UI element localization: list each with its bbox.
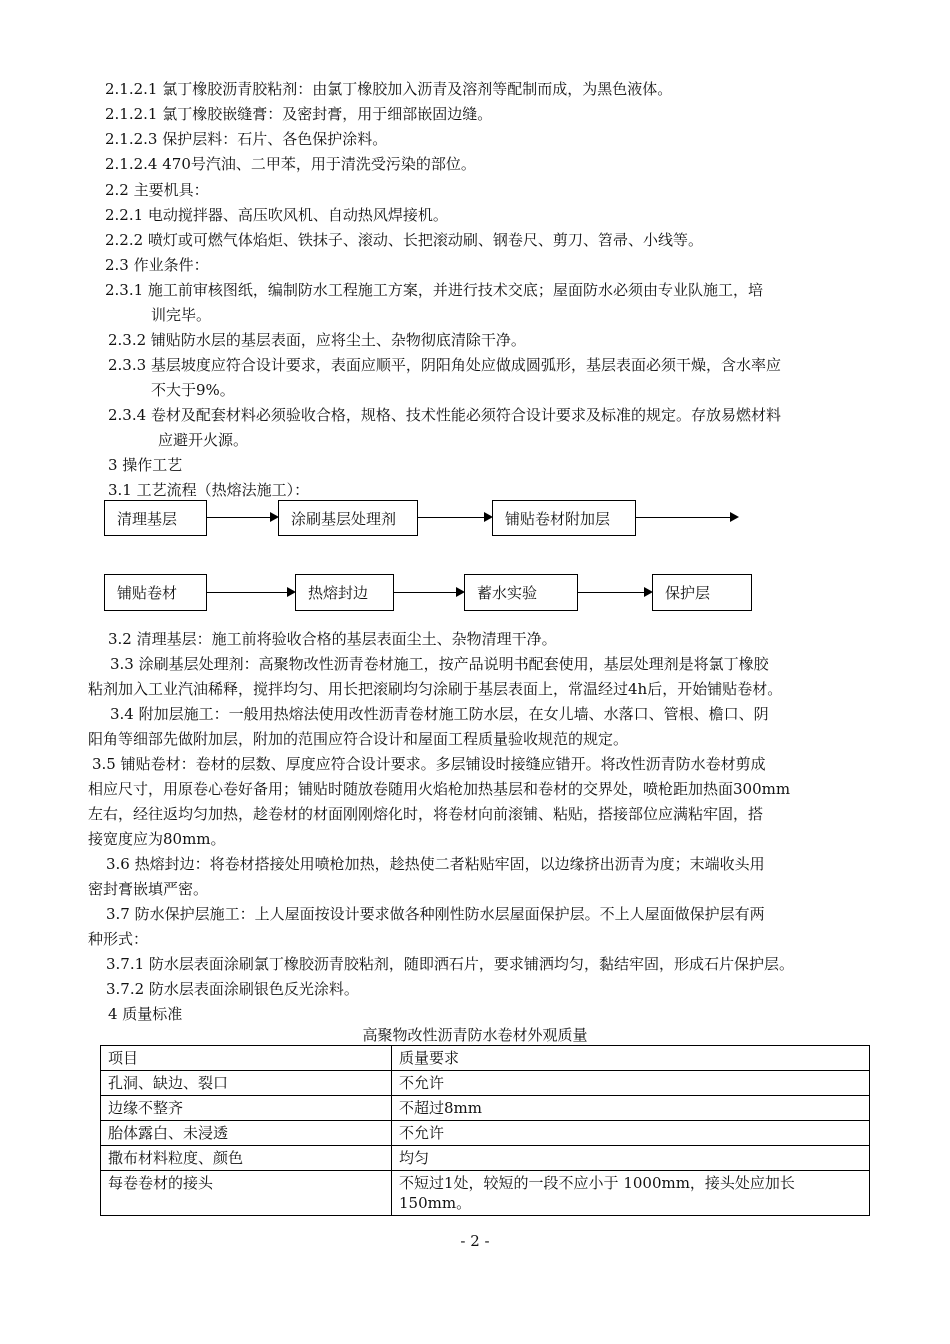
text-line: 2.3.3 基层坡度应符合设计要求，表面应顺平，阴阳角处应做成圆弧形，基层表面必须干燥，含水率应 <box>108 356 781 374</box>
text-line: 应避开火源。 <box>158 431 249 449</box>
flow-arrow <box>207 517 277 518</box>
flow-arrow <box>636 517 737 518</box>
text-line: 3.2 清理基层：施工前将验收合格的基层表面尘土、杂物清理干净。 <box>108 630 557 648</box>
table-cell-line: 不短过1处，较短的一段不应小于 1000mm，接头处应加长 <box>399 1174 795 1192</box>
table-cell-line: 150mm。 <box>399 1194 472 1212</box>
text-line: 3.5 铺贴卷材：卷材的层数、厚度应符合设计要求。多层铺设时接缝应错开。将改性沥青防水卷材剪成 <box>92 755 766 773</box>
page-number: - 2 - <box>460 1232 490 1250</box>
flow-step-primer: 涂刷基层处理剂 <box>278 500 418 536</box>
table-title: 高聚物改性沥青防水卷材外观质量 <box>362 1026 588 1044</box>
text-line: 相应尺寸，用原卷心卷好备用；铺贴时随放卷随用火焰枪加热基层和卷材的交界处，喷枪距加热面300mm <box>88 780 791 798</box>
text-line: 2.1.2.1 氯丁橡胶嵌缝膏：及密封膏，用于细部嵌固边缝。 <box>105 105 493 123</box>
table-cell: 胎体露白、未浸透 <box>101 1121 392 1146</box>
flow-step-lay-membrane: 铺贴卷材 <box>104 574 207 611</box>
table-cell: 撒布材料粒度、颜色 <box>101 1146 392 1171</box>
table-cell: 每卷卷材的接头 <box>101 1171 392 1216</box>
text-line: 2.2.2 喷灯或可燃气体焰炬、铁抹子、滚动、长把滚动刷、钢卷尺、剪刀、笤帚、小线等。 <box>105 231 703 249</box>
table-cell: 孔洞、缺边、裂口 <box>101 1071 392 1096</box>
section-heading: 2.3 作业条件： <box>105 256 209 274</box>
flow-step-clean-base: 清理基层 <box>104 500 207 536</box>
table-cell: 不超过8mm <box>392 1096 870 1121</box>
table-cell: 不允许 <box>392 1121 870 1146</box>
text-line: 左右，经往返均匀加热，趁卷材的材面刚刚熔化时，将卷材向前滚铺、粘贴，搭接部位应满粘牢固，搭 <box>88 805 764 823</box>
table-row <box>101 1121 870 1146</box>
text-line: 训完毕。 <box>151 306 212 324</box>
text-line: 3.6 热熔封边：将卷材搭接处用喷枪加热，趁热使二者粘贴牢固，以边缘挤出沥青为度；末端收头用 <box>106 855 765 873</box>
section-heading: 4 质量标准 <box>108 1005 183 1023</box>
text-line: 种形式： <box>88 930 149 948</box>
text-line: 2.3.2 铺贴防水层的基层表面，应将尘土、杂物彻底清除干净。 <box>108 331 526 349</box>
table-row <box>101 1146 870 1171</box>
text-line: 2.1.2.3 保护层料：石片、各色保护涂料。 <box>105 130 388 148</box>
flow-arrow <box>394 592 463 593</box>
text-line: 3.1 工艺流程（热熔法施工）： <box>108 481 310 499</box>
flow-step-water-test: 蓄水实验 <box>464 574 578 611</box>
text-line: 3.4 附加层施工：一般用热熔法使用改性沥青卷材施工防水层，在女儿墙、水落口、管根、檐口、阴 <box>110 705 769 723</box>
table-cell: 均匀 <box>392 1146 870 1171</box>
table-header-row <box>101 1046 870 1071</box>
flow-arrow <box>578 592 651 593</box>
table-cell: 边缘不整齐 <box>101 1096 392 1121</box>
text-line: 接宽度应为80mm。 <box>88 830 226 848</box>
table-header-cell: 质量要求 <box>392 1046 870 1071</box>
text-line: 2.1.2.4 470号汽油、二甲苯，用于清洗受污染的部位。 <box>105 155 476 173</box>
text-line: 2.3.4 卷材及配套材料必须验收合格，规格、技术性能必须符合设计要求及标准的规定。存放易燃材料 <box>108 406 781 424</box>
text-line: 2.3.1 施工前审核图纸，编制防水工程施工方案，并进行技术交底；屋面防水必须由专业队施工，培 <box>105 281 763 299</box>
table-row <box>101 1171 870 1216</box>
text-line: 3.7.2 防水层表面涂刷银色反光涂料。 <box>106 980 359 998</box>
quality-table <box>100 1045 870 1216</box>
section-heading: 3 操作工艺 <box>108 456 183 474</box>
table-row <box>101 1096 870 1121</box>
text-line: 3.7.1 防水层表面涂刷氯丁橡胶沥青胶粘剂，随即洒石片，要求铺洒均匀，黏结牢固，形成石片保护层。 <box>106 955 794 973</box>
flow-arrow <box>418 517 491 518</box>
flow-step-heat-seal: 热熔封边 <box>295 574 394 611</box>
flow-step-additional-layer: 铺贴卷材附加层 <box>492 500 636 536</box>
text-line: 2.2.1 电动搅拌器、高压吹风机、自动热风焊接机。 <box>105 206 448 224</box>
text-line: 3.7 防水保护层施工：上人屋面按设计要求做各种刚性防水层屋面保护层。不上人屋面做保护层有两 <box>106 905 765 923</box>
table-row <box>101 1071 870 1096</box>
section-heading: 2.2 主要机具： <box>105 181 209 199</box>
text-line: 不大于9%。 <box>151 381 235 399</box>
flow-arrow <box>207 592 294 593</box>
flow-step-protection-layer: 保护层 <box>652 574 752 611</box>
text-line: 2.1.2.1 氯丁橡胶沥青胶粘剂：由氯丁橡胶加入沥青及溶剂等配制而成，为黑色液体。 <box>105 80 673 98</box>
table-cell: 不允许 <box>392 1071 870 1096</box>
text-line: 粘剂加入工业汽油稀释，搅拌均匀、用长把滚刷均匀涂刷于基层表面上，常温经过4h后，开始铺贴卷材。 <box>88 680 783 698</box>
table-header-cell: 项目 <box>101 1046 392 1071</box>
table-cell <box>392 1171 870 1216</box>
text-line: 密封膏嵌填严密。 <box>88 880 209 898</box>
text-line: 阳角等细部先做附加层，附加的范围应符合设计和屋面工程质量验收规范的规定。 <box>88 730 629 748</box>
text-line: 3.3 涂刷基层处理剂：高聚物改性沥青卷材施工，按产品说明书配套使用，基层处理剂是将氯丁橡胶 <box>110 655 769 673</box>
